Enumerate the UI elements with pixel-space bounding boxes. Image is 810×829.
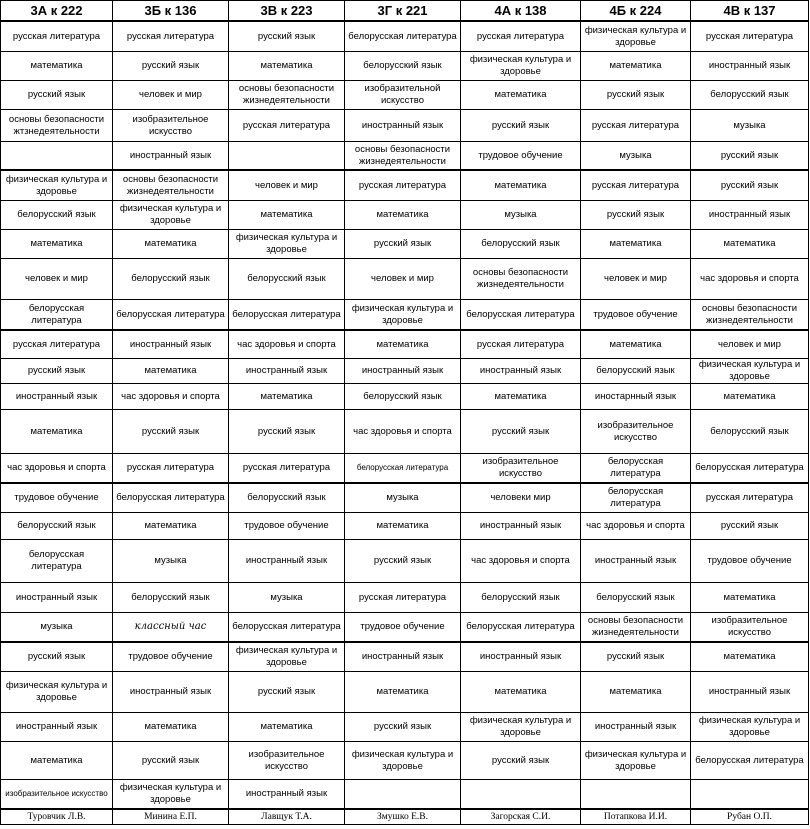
lesson-cell: физическая культура и здоровье bbox=[581, 742, 691, 780]
lesson-cell: белорусский язык bbox=[581, 583, 691, 613]
class-header: 3Б к 136 bbox=[113, 1, 229, 22]
lesson-cell: русский язык bbox=[461, 742, 581, 780]
lesson-cell: иностранный язык bbox=[461, 642, 581, 672]
lesson-cell: белорусский язык bbox=[345, 384, 461, 410]
lesson-cell: трудовое обучение bbox=[1, 483, 113, 513]
lesson-cell: математика bbox=[345, 672, 461, 713]
lesson-cell: иностранный язык bbox=[345, 110, 461, 142]
lesson-cell: белорусский язык bbox=[113, 259, 229, 300]
lesson-cell: основы безопасности жизнедеятельности bbox=[581, 613, 691, 643]
lesson-row bbox=[1, 642, 809, 672]
lesson-cell: белорусский язык bbox=[691, 81, 809, 110]
lesson-cell: час здоровья и спорта bbox=[461, 540, 581, 583]
lesson-cell: белорусский язык bbox=[1, 201, 113, 230]
lesson-cell: человеки мир bbox=[461, 483, 581, 513]
lesson-cell: русский язык bbox=[1, 81, 113, 110]
lesson-cell: иностранный язык bbox=[1, 713, 113, 742]
teacher-name: Рубан О.П. bbox=[691, 809, 809, 825]
lesson-cell: иностранный язык bbox=[691, 52, 809, 81]
lesson-cell: русская литература bbox=[461, 330, 581, 359]
lesson-cell: человек и мир bbox=[1, 259, 113, 300]
lesson-cell: русский язык bbox=[345, 540, 461, 583]
lesson-cell: иностранный язык bbox=[113, 330, 229, 359]
lesson-cell: иностранный язык bbox=[1, 384, 113, 410]
lesson-cell: иностранный язык bbox=[461, 359, 581, 384]
lesson-cell: трудовое обучение bbox=[229, 513, 345, 540]
lesson-cell: физическая культура и здоровье bbox=[461, 52, 581, 81]
lesson-cell: физическая культура и здоровье bbox=[345, 742, 461, 780]
lesson-row bbox=[1, 613, 809, 643]
lesson-cell: русский язык bbox=[113, 52, 229, 81]
teacher-name: Загорская С.И. bbox=[461, 809, 581, 825]
lesson-row bbox=[1, 110, 809, 142]
lesson-cell: трудовое обучение bbox=[691, 540, 809, 583]
lesson-cell: белорусский язык bbox=[461, 583, 581, 613]
lesson-cell: математика bbox=[113, 713, 229, 742]
lesson-row bbox=[1, 142, 809, 171]
lesson-cell: человек и мир bbox=[113, 81, 229, 110]
lesson-cell: белорусский язык bbox=[345, 52, 461, 81]
lesson-cell: иностранный язык bbox=[345, 642, 461, 672]
lesson-cell: русская литература bbox=[229, 454, 345, 484]
lesson-cell: русский язык bbox=[229, 672, 345, 713]
lesson-row bbox=[1, 170, 809, 201]
lesson-row bbox=[1, 300, 809, 331]
lesson-cell bbox=[691, 780, 809, 810]
lesson-cell: основы безопасности жизнедеятельности bbox=[345, 142, 461, 171]
lesson-cell: час здоровья и спорта bbox=[691, 259, 809, 300]
lesson-cell: русский язык bbox=[691, 170, 809, 201]
lesson-cell: русский язык bbox=[461, 110, 581, 142]
lesson-cell: русский язык bbox=[229, 410, 345, 454]
lesson-cell: иностарнный язык bbox=[581, 384, 691, 410]
lesson-cell: математика bbox=[113, 513, 229, 540]
lesson-cell: математика bbox=[229, 201, 345, 230]
class-header-row bbox=[1, 1, 809, 22]
lesson-cell: иностранный язык bbox=[691, 201, 809, 230]
class-header: 4В к 137 bbox=[691, 1, 809, 22]
lesson-cell: физическая культура и здоровье bbox=[691, 713, 809, 742]
lesson-cell: русский язык bbox=[229, 21, 345, 52]
lesson-cell: математика bbox=[113, 359, 229, 384]
lesson-cell: математика bbox=[461, 81, 581, 110]
lesson-cell: основы безопасности жизнедеятельности bbox=[113, 170, 229, 201]
lesson-cell: русский язык bbox=[113, 742, 229, 780]
lesson-cell: иностранный язык bbox=[345, 359, 461, 384]
lesson-cell: математика bbox=[581, 230, 691, 259]
lesson-cell: трудовое обучение bbox=[345, 613, 461, 643]
lesson-cell: белорусский язык bbox=[461, 230, 581, 259]
lesson-cell: белорусская литература bbox=[581, 454, 691, 484]
lesson-cell: основы безопасности жизнедеятельности bbox=[229, 81, 345, 110]
lesson-cell: физическая культура и здоровье bbox=[691, 359, 809, 384]
lesson-cell: русская литература bbox=[581, 110, 691, 142]
lesson-cell: основы безопасности жизнедеятельности bbox=[461, 259, 581, 300]
lesson-cell bbox=[229, 142, 345, 171]
lesson-cell: белорусский язык bbox=[581, 359, 691, 384]
lesson-cell: математика bbox=[691, 583, 809, 613]
lesson-row bbox=[1, 81, 809, 110]
lesson-cell: математика bbox=[345, 201, 461, 230]
lesson-row bbox=[1, 672, 809, 713]
lesson-cell: математика bbox=[113, 230, 229, 259]
lesson-cell: русский язык bbox=[345, 230, 461, 259]
lesson-cell: белорусская литература bbox=[461, 300, 581, 331]
lesson-row bbox=[1, 21, 809, 52]
lesson-cell: белорусская литература bbox=[345, 21, 461, 52]
lesson-cell: изобразительное искусство bbox=[229, 742, 345, 780]
lesson-cell bbox=[461, 780, 581, 810]
lesson-cell: русская литература bbox=[1, 330, 113, 359]
lesson-row bbox=[1, 713, 809, 742]
lesson-cell: математика bbox=[461, 170, 581, 201]
lesson-cell: математика bbox=[229, 52, 345, 81]
lesson-cell: русская литература bbox=[229, 110, 345, 142]
lesson-cell: белорусская литература bbox=[691, 742, 809, 780]
lesson-row bbox=[1, 384, 809, 410]
lesson-cell: человек и мир bbox=[229, 170, 345, 201]
lesson-row bbox=[1, 540, 809, 583]
lesson-cell: человек и мир bbox=[345, 259, 461, 300]
lesson-cell: человек и мир bbox=[691, 330, 809, 359]
lesson-cell: математика bbox=[691, 642, 809, 672]
lesson-cell: час здоровья и спорта bbox=[113, 384, 229, 410]
lesson-cell: русская литература bbox=[581, 170, 691, 201]
lesson-cell: трудовое обучение bbox=[113, 642, 229, 672]
lesson-cell: изобразительное искусство bbox=[461, 454, 581, 484]
lesson-cell: белорусская литература bbox=[461, 613, 581, 643]
lesson-cell: физическая культура и здоровье bbox=[113, 201, 229, 230]
class-header: 4А к 138 bbox=[461, 1, 581, 22]
lesson-cell: русский язык bbox=[691, 513, 809, 540]
lesson-cell: математика bbox=[461, 384, 581, 410]
lesson-cell: классный час bbox=[113, 613, 229, 643]
lesson-cell: русский язык bbox=[581, 81, 691, 110]
lesson-cell: белорусская литература bbox=[345, 454, 461, 484]
lesson-cell: иностранный язык bbox=[229, 540, 345, 583]
lesson-cell bbox=[1, 142, 113, 171]
lesson-cell: музыка bbox=[461, 201, 581, 230]
lesson-row bbox=[1, 201, 809, 230]
lesson-cell: иностранный язык bbox=[691, 672, 809, 713]
lesson-cell: русская литература bbox=[345, 170, 461, 201]
lesson-cell: русская литература bbox=[113, 21, 229, 52]
lesson-cell: час здоровья и спорта bbox=[1, 454, 113, 484]
lesson-cell: иностранный язык bbox=[581, 540, 691, 583]
lesson-cell: трудовое обучение bbox=[461, 142, 581, 171]
lesson-cell: математика bbox=[1, 742, 113, 780]
schedule-body bbox=[1, 21, 809, 809]
lesson-row bbox=[1, 410, 809, 454]
teacher-name: Потапкова И.И. bbox=[581, 809, 691, 825]
lesson-row bbox=[1, 454, 809, 484]
lesson-cell: русский язык bbox=[113, 410, 229, 454]
lesson-cell: русский язык bbox=[1, 642, 113, 672]
lesson-cell: математика bbox=[345, 330, 461, 359]
lesson-cell: физическая культура и здоровье bbox=[113, 780, 229, 810]
lesson-cell: белорусская литература bbox=[581, 483, 691, 513]
lesson-cell: изобразительное искусство bbox=[113, 110, 229, 142]
lesson-cell: музыка bbox=[691, 110, 809, 142]
lesson-cell: изобразительной искусство bbox=[345, 81, 461, 110]
lesson-row bbox=[1, 330, 809, 359]
lesson-cell: иностранный язык bbox=[229, 359, 345, 384]
lesson-cell: белорусская литература bbox=[691, 454, 809, 484]
lesson-cell: русская литература bbox=[345, 583, 461, 613]
teacher-row bbox=[1, 809, 809, 825]
lesson-row bbox=[1, 359, 809, 384]
lesson-cell: час здоровья и спорта bbox=[581, 513, 691, 540]
class-header: 4Б к 224 bbox=[581, 1, 691, 22]
lesson-cell: музыка bbox=[113, 540, 229, 583]
lesson-cell bbox=[581, 780, 691, 810]
lesson-cell: физическая культура и здоровье bbox=[229, 230, 345, 259]
teacher-name: Змушко Е.В. bbox=[345, 809, 461, 825]
lesson-cell: изобразительное искусство bbox=[691, 613, 809, 643]
lesson-cell: математика bbox=[1, 230, 113, 259]
lesson-cell: музыка bbox=[345, 483, 461, 513]
lesson-cell: математика bbox=[691, 384, 809, 410]
lesson-cell: математика bbox=[581, 672, 691, 713]
lesson-cell: русская литература bbox=[461, 21, 581, 52]
lesson-cell: час здоровья и спорта bbox=[229, 330, 345, 359]
lesson-cell: физическая культура и здоровье bbox=[461, 713, 581, 742]
lesson-cell: русский язык bbox=[461, 410, 581, 454]
lesson-cell bbox=[345, 780, 461, 810]
lesson-cell: белорусская литература bbox=[229, 300, 345, 331]
lesson-cell: математика bbox=[1, 52, 113, 81]
lesson-cell: иностранный язык bbox=[461, 513, 581, 540]
lesson-cell: русский язык bbox=[691, 142, 809, 171]
lesson-cell: физическая культура и здоровье bbox=[1, 170, 113, 201]
lesson-cell: русская литература bbox=[1, 21, 113, 52]
lesson-cell: математика bbox=[581, 52, 691, 81]
lesson-cell: белорусская литература bbox=[113, 483, 229, 513]
lesson-cell: иностранный язык bbox=[113, 672, 229, 713]
lesson-row bbox=[1, 483, 809, 513]
lesson-cell: белорусская литература bbox=[229, 613, 345, 643]
class-header: 3А к 222 bbox=[1, 1, 113, 22]
lesson-cell: русская литература bbox=[113, 454, 229, 484]
lesson-cell: физическая культура и здоровье bbox=[581, 21, 691, 52]
lesson-cell: иностранный язык bbox=[113, 142, 229, 171]
lesson-cell: музыка bbox=[1, 613, 113, 643]
lesson-cell: белорусская литература bbox=[1, 300, 113, 331]
class-header: 3Г к 221 bbox=[345, 1, 461, 22]
lesson-cell: основы безопасности жтзнедеятельности bbox=[1, 110, 113, 142]
lesson-cell: физическая культура и здоровье bbox=[345, 300, 461, 331]
lesson-cell: математика bbox=[461, 672, 581, 713]
lesson-cell: физическая культура и здоровье bbox=[229, 642, 345, 672]
lesson-cell: русский язык bbox=[581, 642, 691, 672]
lesson-row bbox=[1, 742, 809, 780]
lesson-cell: физическая культура и здоровье bbox=[1, 672, 113, 713]
lesson-row bbox=[1, 52, 809, 81]
lesson-row bbox=[1, 780, 809, 810]
lesson-cell: иностранный язык bbox=[1, 583, 113, 613]
lesson-cell: час здоровья и спорта bbox=[345, 410, 461, 454]
lesson-cell: русский язык bbox=[1, 359, 113, 384]
lesson-row bbox=[1, 259, 809, 300]
lesson-cell: изобразительное искусство bbox=[1, 780, 113, 810]
lesson-cell: белорусский язык bbox=[691, 410, 809, 454]
lesson-row bbox=[1, 513, 809, 540]
lesson-row bbox=[1, 583, 809, 613]
lesson-cell: белорусская литература bbox=[1, 540, 113, 583]
lesson-cell: белорусская литература bbox=[113, 300, 229, 331]
lesson-row bbox=[1, 230, 809, 259]
teacher-name: Минина Е.П. bbox=[113, 809, 229, 825]
lesson-cell: белорусский язык bbox=[1, 513, 113, 540]
lesson-cell: русский язык bbox=[581, 201, 691, 230]
lesson-cell: русская литература bbox=[691, 21, 809, 52]
lesson-cell: изобразительное искусство bbox=[581, 410, 691, 454]
lesson-cell: основы безопасности жизнедеятельности bbox=[691, 300, 809, 331]
lesson-cell: белорусский язык bbox=[229, 483, 345, 513]
class-header: 3В к 223 bbox=[229, 1, 345, 22]
lesson-cell: белорусский язык bbox=[113, 583, 229, 613]
lesson-cell: музыка bbox=[229, 583, 345, 613]
lesson-cell: математика bbox=[345, 513, 461, 540]
lesson-cell: математика bbox=[229, 713, 345, 742]
lesson-cell: русская литература bbox=[691, 483, 809, 513]
lesson-cell: математика bbox=[1, 410, 113, 454]
teacher-name: Лавщук Т.А. bbox=[229, 809, 345, 825]
lesson-cell: человек и мир bbox=[581, 259, 691, 300]
lesson-cell: иностранный язык bbox=[581, 713, 691, 742]
lesson-cell: математика bbox=[581, 330, 691, 359]
lesson-cell: математика bbox=[229, 384, 345, 410]
lesson-cell: математика bbox=[691, 230, 809, 259]
lesson-cell: трудовое обучение bbox=[581, 300, 691, 331]
lesson-cell: белорусский язык bbox=[229, 259, 345, 300]
lesson-cell: русский язык bbox=[345, 713, 461, 742]
lesson-cell: иностранный язык bbox=[229, 780, 345, 810]
teacher-name: Туровчик Л.В. bbox=[1, 809, 113, 825]
lesson-cell: музыка bbox=[581, 142, 691, 171]
